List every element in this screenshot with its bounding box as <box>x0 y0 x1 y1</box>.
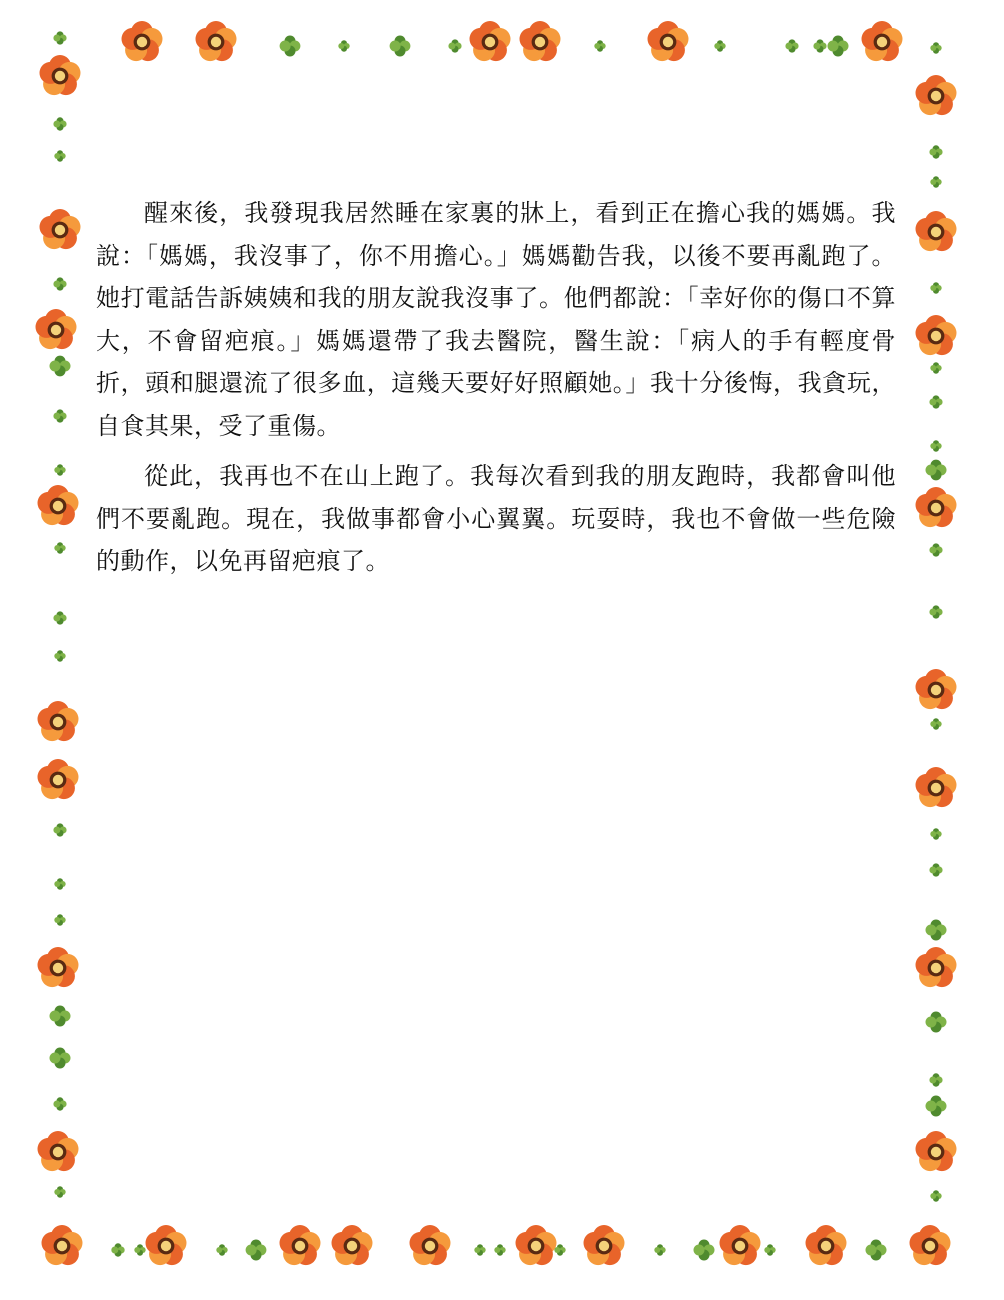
green-clover-icon <box>54 914 65 925</box>
green-clover-icon <box>50 1048 71 1069</box>
green-clover-icon <box>54 542 65 553</box>
green-clover-icon <box>926 1096 947 1117</box>
green-clover-icon <box>246 1240 267 1261</box>
green-clover-icon <box>53 409 66 422</box>
paragraph-1: 醒來後，我發現我居然睡在家裏的牀上，看到正在擔心我的媽媽。我說：「媽媽，我沒事了，你不用擔心。」媽媽勸告我，以後不要再亂跑了。她打電話告訴姨姨和我的朋友說我沒事了。他們都說：「幸好你的傷口不算大，不會留疤痕。」媽媽還帶了我去醫院，醫生說：「病人的手有輕度骨折，頭和腿還流了很多血，這幾天要好好照顧她。」我十分後悔，我貪玩，自食其果，受了重傷。 <box>96 199 896 440</box>
green-clover-icon <box>54 1186 65 1197</box>
orange-flower-icon <box>36 309 77 349</box>
orange-flower-icon <box>916 947 957 987</box>
orange-flower-icon <box>916 315 957 355</box>
orange-flower-icon <box>332 1225 373 1265</box>
orange-flower-icon <box>916 1131 957 1171</box>
essay-body <box>96 192 896 591</box>
green-clover-icon <box>494 1244 505 1255</box>
green-clover-icon <box>926 460 947 481</box>
orange-flower-icon <box>38 947 79 987</box>
green-clover-icon <box>53 823 66 836</box>
green-clover-icon <box>930 282 941 293</box>
orange-flower-icon <box>40 209 81 249</box>
green-clover-icon <box>930 362 941 373</box>
green-clover-icon <box>929 1073 942 1086</box>
orange-flower-icon <box>38 1131 79 1171</box>
green-clover-icon <box>930 176 941 187</box>
orange-flower-icon <box>916 669 957 709</box>
green-clover-icon <box>930 42 941 53</box>
green-clover-icon <box>813 39 826 52</box>
green-clover-icon <box>828 36 849 57</box>
green-clover-icon <box>50 1006 71 1027</box>
green-clover-icon <box>474 1244 485 1255</box>
green-clover-icon <box>930 718 941 729</box>
orange-flower-icon <box>720 1225 761 1265</box>
paragraph-2: 從此，我再也不在山上跑了。我每次看到我的朋友跑時，我都會叫他們不要亂跑。現在，我做事都會小心翼翼。玩耍時，我也不會做一些危險的動作，以免再留疤痕了。 <box>96 462 896 575</box>
orange-flower-icon <box>516 1225 557 1265</box>
orange-flower-icon <box>38 759 79 799</box>
orange-flower-icon <box>648 21 689 61</box>
green-clover-icon <box>54 464 65 475</box>
green-clover-icon <box>764 1244 775 1255</box>
green-clover-icon <box>929 543 942 556</box>
green-clover-icon <box>930 440 941 451</box>
orange-flower-icon <box>410 1225 451 1265</box>
green-clover-icon <box>54 650 65 661</box>
green-clover-icon <box>785 39 798 52</box>
green-clover-icon <box>929 145 942 158</box>
orange-flower-icon <box>916 75 957 115</box>
orange-flower-icon <box>916 767 957 807</box>
green-clover-icon <box>929 863 942 876</box>
green-clover-icon <box>926 1012 947 1033</box>
orange-flower-icon <box>38 485 79 525</box>
green-clover-icon <box>694 1240 715 1261</box>
green-clover-icon <box>54 150 65 161</box>
green-clover-icon <box>50 356 71 377</box>
orange-flower-icon <box>38 701 79 741</box>
green-clover-icon <box>926 920 947 941</box>
green-clover-icon <box>111 1243 124 1256</box>
green-clover-icon <box>929 605 942 618</box>
orange-flower-icon <box>196 21 237 61</box>
green-clover-icon <box>338 40 349 51</box>
green-clover-icon <box>54 878 65 889</box>
green-clover-icon <box>714 40 725 51</box>
green-clover-icon <box>654 1244 665 1255</box>
green-clover-icon <box>53 611 66 624</box>
orange-flower-icon <box>280 1225 321 1265</box>
green-clover-icon <box>53 1097 66 1110</box>
green-clover-icon <box>929 395 942 408</box>
orange-flower-icon <box>122 21 163 61</box>
orange-flower-icon <box>806 1225 847 1265</box>
green-clover-icon <box>930 828 941 839</box>
orange-flower-icon <box>520 21 561 61</box>
green-clover-icon <box>134 1244 145 1255</box>
orange-flower-icon <box>584 1225 625 1265</box>
orange-flower-icon <box>916 211 957 251</box>
green-clover-icon <box>53 31 66 44</box>
green-clover-icon <box>53 117 66 130</box>
green-clover-icon <box>390 36 411 57</box>
green-clover-icon <box>930 1190 941 1201</box>
orange-flower-icon <box>916 487 957 527</box>
green-clover-icon <box>866 1240 887 1261</box>
orange-flower-icon <box>910 1225 951 1265</box>
orange-flower-icon <box>862 21 903 61</box>
orange-flower-icon <box>42 1225 83 1265</box>
green-clover-icon <box>216 1244 227 1255</box>
green-clover-icon <box>53 277 66 290</box>
orange-flower-icon <box>40 55 81 95</box>
green-clover-icon <box>448 39 461 52</box>
green-clover-icon <box>594 40 605 51</box>
orange-flower-icon <box>470 21 511 61</box>
green-clover-icon <box>280 36 301 57</box>
orange-flower-icon <box>146 1225 187 1265</box>
